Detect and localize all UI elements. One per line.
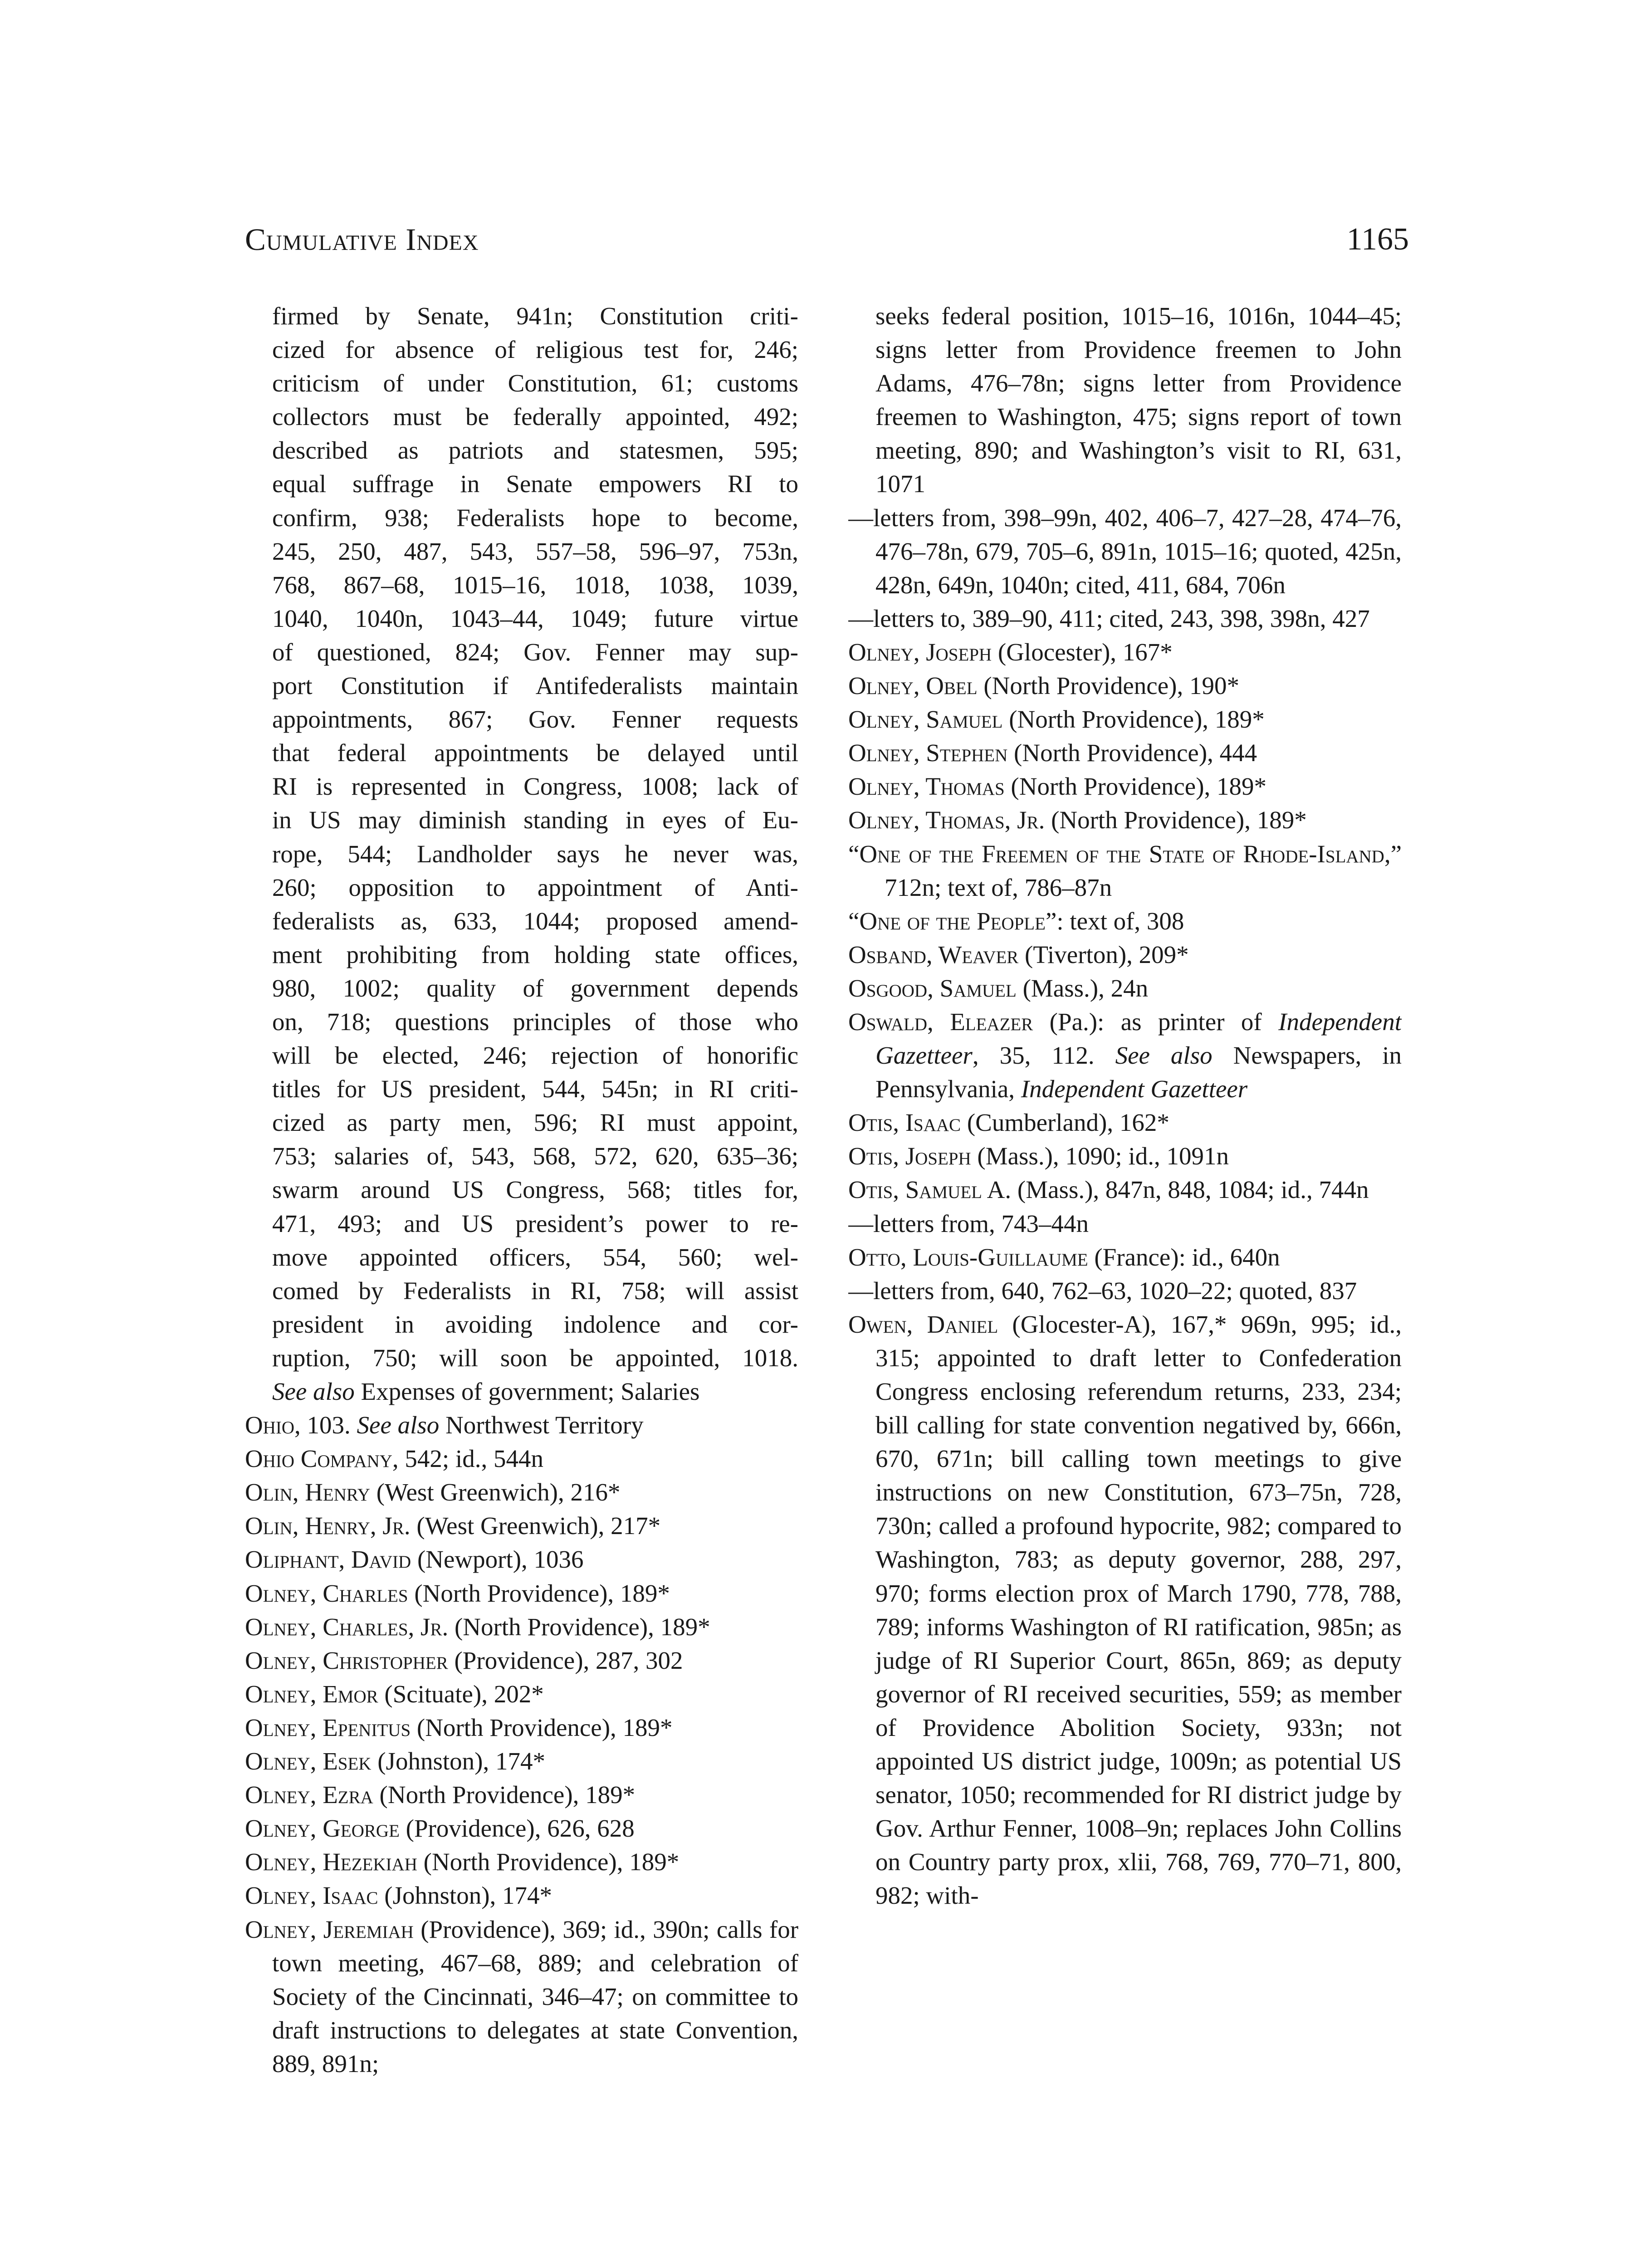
running-header [245, 217, 1409, 262]
index-entry: Oswald, Eleazer (Pa.): as printer of Independent Gazetteer, 35, 112. See also Newspapers, in Pennsylvania, Independent Gazetteer [848, 1007, 1402, 1103]
running-title: Cumulative Index [245, 222, 479, 257]
index-entry: Osband, Weaver (Tiverton), 209* [848, 940, 1189, 968]
right-column [848, 299, 1402, 2268]
index-entry: Olney, Samuel (North Providence), 189* [848, 705, 1265, 733]
sub-entry: —letters from, 640, 762–63, 1020–22; quoted, 837 [848, 1276, 1357, 1305]
index-entry: Olney, Thomas (North Providence), 189* [848, 772, 1267, 801]
index-entry: Olin, Henry, Jr. (West Greenwich), 217* [245, 1512, 661, 1540]
index-entry: Olney, Epenitus (North Providence), 189* [245, 1713, 673, 1741]
index-entry: Olney, Obel (North Providence), 190* [848, 672, 1239, 700]
sub-entry: —letters from, 398–99n, 402, 406–7, 427–28, 474–76, 476–78n, 679, 705–6, 891n, 1015–16; quoted, 425n, 428n, 649n, 1040n; cited, 411, 684, 706n [848, 503, 1402, 599]
index-entry: “One of the People”: text of, 308 [848, 907, 1184, 935]
page-number: 1165 [1346, 222, 1409, 257]
index-entry: Otto, Louis-Guillaume (France): id., 640n [848, 1243, 1280, 1271]
sub-entry: —letters from, 743–44n [848, 1209, 1089, 1237]
index-entry: Olney, Charles (North Providence), 189* [245, 1579, 670, 1607]
index-entry: Olney, Joseph (Glocester), 167* [848, 638, 1173, 666]
index-entry: Otis, Joseph (Mass.), 1090; id., 1091n [848, 1142, 1229, 1170]
index-entry: Olney, Hezekiah (North Providence), 189* [245, 1848, 680, 1876]
index-entry: Olin, Henry (West Greenwich), 216* [245, 1478, 621, 1506]
index-entry: “One of the Freemen of the State of Rhode-Island,” 712n; text of, 786–87n [848, 840, 1402, 901]
index-entry: Oliphant, David (Newport), 1036 [245, 1545, 584, 1574]
index-entry: Olney, Isaac (Johnston), 174* [245, 1882, 552, 1910]
continued-entry: firmed by Senate, 941n; Constitution criti- cized for absence of religious test for, 246; criticism of under Constitution, 61; customs collectors must be federally appointed, 492; described as patriots and statesmen, 595; equal suffrage in Senate empowers RI to confirm, 938; Federalists hope to become, 245, 250, 487, 543, 557–58, 596–97, 753n, 768, 867–68, 1015–16, 1018, 1038, 1039, 1040, 1040n, 1043–44, 1049; future virtue of questioned, 824; Gov. Fenner may sup- port Constitution if Antifederalists maintain appointments, 867; Gov. Fenner requests that federal appointments be delayed until RI is represented in Congress, 1008; lack of in US may diminish standing in eyes of Eu- rope, 544; Landholder says he never was, 260; opposition to appointment of Anti- federalists as, 633, 1044; proposed amend- ment prohibiting from holding state offices, 980, 1002; quality of government depends on, 718; questions principles of those who will be elected, 246; rejection of honorific titles for US president, 544, 545n; in RI criti- cized as party men, 596; RI must appoint, 753; salaries of, 543, 568, 572, 620, 635–36; swarm around US Congress, 568; titles for, 471, 493; and US president’s power to re- move appointed officers, 554, 560; wel- comed by Federalists in RI, 758; will assist president in avoiding indolence and cor- ruption, 750; will soon be appointed, 1018. See also Expenses of government; Salaries [272, 302, 798, 1405]
index-entry: Olney, Esek (Johnston), 174* [245, 1747, 545, 1775]
index-entry: Olney, George (Providence), 626, 628 [245, 1814, 635, 1843]
index-entry: Osgood, Samuel (Mass.), 24n [848, 974, 1149, 1002]
sub-entry: —letters to, 389–90, 411; cited, 243, 398, 398n, 427 [848, 604, 1370, 632]
index-entry: Olney, Ezra (North Providence), 189* [245, 1781, 636, 1809]
index-entry: Olney, Charles, Jr. (North Providence), 189* [245, 1613, 710, 1641]
index-entry: Otis, Isaac (Cumberland), 162* [848, 1109, 1169, 1137]
index-entry: Olney, Christopher (Providence), 287, 302 [245, 1646, 683, 1674]
index-entry: Olney, Stephen (North Providence), 444 [848, 739, 1257, 767]
index-entry: Otis, Samuel A. (Mass.), 847n, 848, 1084; id., 744n [848, 1176, 1369, 1204]
index-entry: Ohio, 103. See also Northwest Territory [245, 1411, 644, 1439]
continued-entry: seeks federal position, 1015–16, 1016n, 1044–45; signs letter from Providence freemen to John Adams, 476–78n; signs letter from Providence freemen to Washington, 475; signs report of town meeting, 890; and Washington’s visit to RI, 631, 1071 [875, 302, 1402, 498]
index-entry: Olney, Thomas, Jr. (North Providence), 189* [848, 806, 1307, 834]
index-entry: Ohio Company, 542; id., 544n [245, 1445, 543, 1473]
index-entry: Owen, Daniel (Glocester-A), 167,* 969n, 995; id., 315; appointed to draft letter to Confederation Congress enclosing referendum returns, 233, 234; bill calling for state convention negatived by, 666n, 670, 671n; bill calling town meetings to give instructions on new Constitution, 673–75n, 728, 730n; called a profound hypocrite, 982; compared to Washington, 783; as deputy governor, 288, 297, 970; forms election prox of March 1790, 778, 788, 789; informs Washington of RI ratification, 985n; as judge of RI Superior Court, 865n, 869; as deputy governor of RI received securities, 559; as member of Providence Abolition Society, 933n; not appointed US district judge, 1009n; as potential US senator, 1050; recommended for RI district judge by Gov. Arthur Fenner, 1008–9n; replaces John Collins on Country party prox, xlii, 768, 769, 770–71, 800, 982; with- [848, 1310, 1402, 1910]
left-column [245, 299, 798, 2268]
index-entry: Olney, Jeremiah (Providence), 369; id., 390n; calls for town meeting, 467–68, 889; and celebration of Society of the Cincinnati, 346–47; on committee to draft instructions to delegates at state Convention, 889, 891n; [245, 1915, 798, 2077]
index-entry: Olney, Emor (Scituate), 202* [245, 1680, 544, 1708]
